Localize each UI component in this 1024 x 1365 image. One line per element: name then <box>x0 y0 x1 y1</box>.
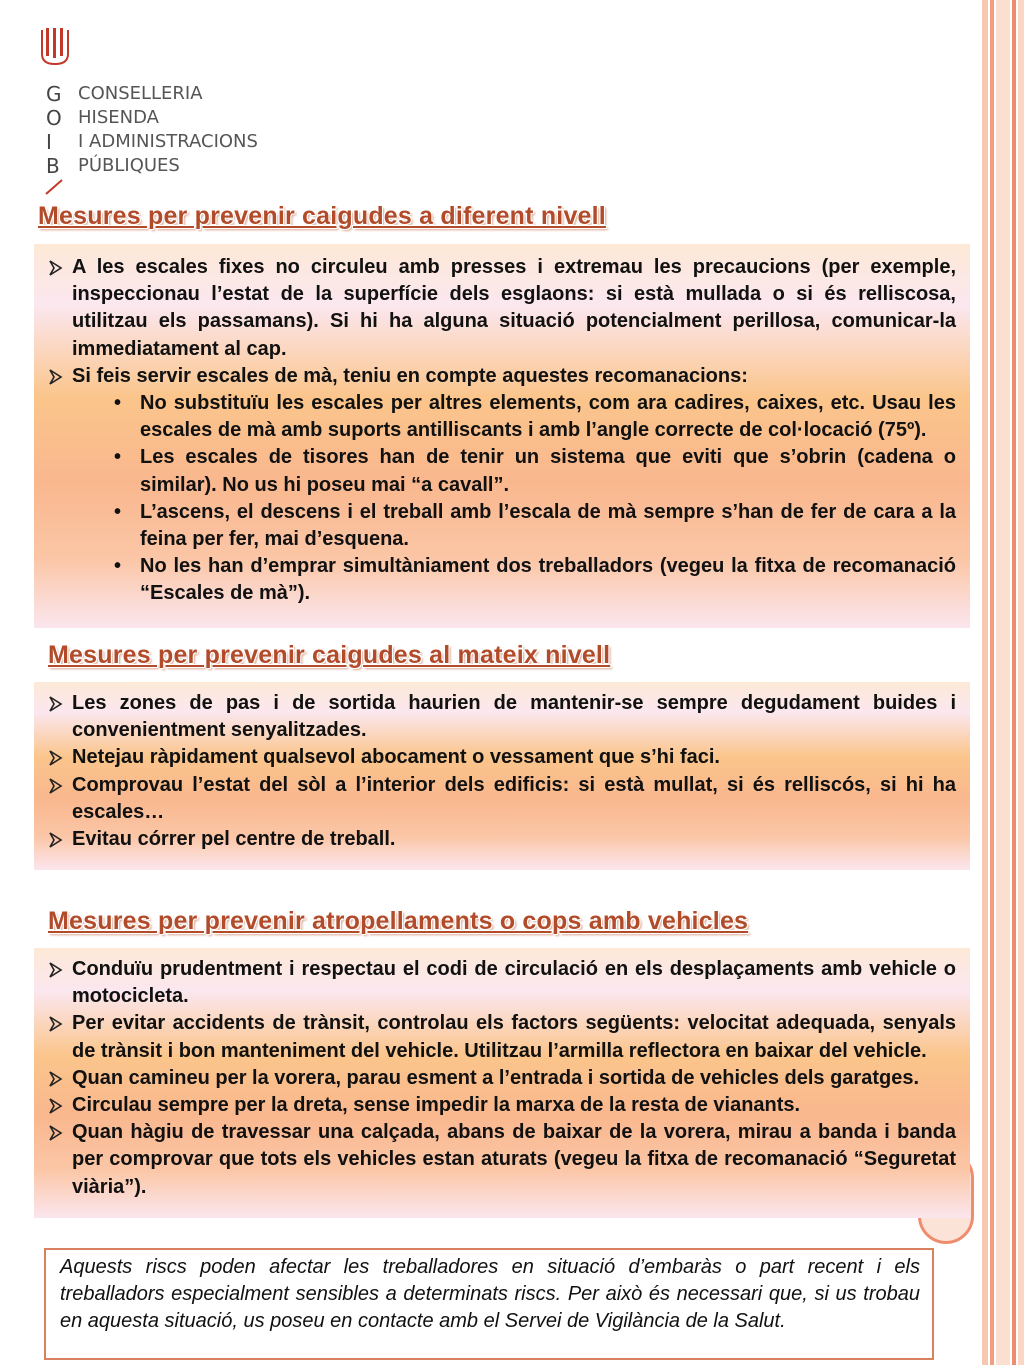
decorative-stripe <box>996 0 1010 1365</box>
item-text: Quan camineu per la vorera, parau esment a l’entrada i sortida de vehicles dels garatges. <box>72 1066 920 1089</box>
arrow-bullet-icon <box>48 695 64 713</box>
list-item <box>34 1119 970 1201</box>
list-item <box>34 1092 970 1119</box>
list-item <box>34 1010 970 1064</box>
list-item <box>34 826 970 853</box>
sub-item-text: No substituïu les escales per altres elements, com ara cadires, caixes, etc. Usau les escales de mà amb suports antilliscants i amb l’angle correcte de col·locació (75º). <box>140 392 956 442</box>
logo-letter: G <box>46 82 62 106</box>
dot-bullet-icon: • <box>114 555 122 578</box>
item-text: A les escales fixes no circuleu amb presses i extremau les precaucions (per exemple, inspeccionau l’estat de la superfície dels esglaons: si està mullada o si és relliscosa, utilitzau els passamans). Si hi ha alguna situació potencialment perillosa, comunicar-la immediatament al cap. <box>72 256 956 360</box>
sub-list-item <box>34 499 970 553</box>
item-text: Quan hàgiu de travessar una calçada, abans de baixar de la vorera, mirau a banda i banda per comprovar que tots els vehicles estan aturats (vegeu la fitxa de recomanació “Seguretat viària”). <box>72 1121 956 1198</box>
list-item <box>34 363 970 390</box>
arrow-bullet-icon <box>48 777 64 795</box>
list-item <box>34 956 970 1010</box>
department-line: HISENDA <box>78 107 159 128</box>
list-item <box>34 744 970 771</box>
arrow-bullet-icon <box>48 1070 64 1088</box>
section-box <box>34 682 970 870</box>
coat-of-arms-icon <box>40 26 70 66</box>
logo-letter: O <box>46 106 62 130</box>
department-name <box>78 82 258 178</box>
item-text: Conduïu prudentment i respectau el codi de circulació en els desplaçaments amb vehicle o motocicleta. <box>72 958 956 1008</box>
section-title: Mesures per prevenir atropellaments o cops amb vehicles <box>48 907 749 935</box>
sub-item-text: No les han d’emprar simultàniament dos treballadors (vegeu la fitxa de recomanació “Escales de mà”). <box>140 555 956 605</box>
item-text: Comprovau l’estat del sòl a l’interior dels edificis: si està mullat, si és relliscós, si hi ha escales… <box>72 773 956 823</box>
dot-bullet-icon: • <box>114 446 122 469</box>
arrow-bullet-icon <box>48 749 64 767</box>
logo-letter: I <box>46 130 52 154</box>
list-item <box>34 254 970 363</box>
arrow-bullet-icon <box>48 1097 64 1115</box>
item-text: Si feis servir escales de mà, teniu en compte aquestes recomanacions: <box>72 364 748 387</box>
section-box <box>34 948 970 1218</box>
arrow-bullet-icon <box>48 831 64 849</box>
decorative-stripe <box>1018 0 1024 1365</box>
decorative-stripe <box>990 0 994 1365</box>
sub-item-text: L’ascens, el descens i el treball amb l’escala de mà sempre s’han de fer de cara a la feina per fer, mai d’esquena. <box>140 500 956 551</box>
logo-letters <box>46 82 62 178</box>
sub-item-text: Les escales de tisores han de tenir un sistema que eviti que s’obrin (cadena o similar). No us hi poseu mai “a cavall”. <box>140 446 956 496</box>
dot-bullet-icon: • <box>114 392 122 415</box>
department-line: I ADMINISTRACIONS <box>78 131 258 152</box>
item-text: Netejau ràpidament qualsevol abocament o vessament que s’hi faci. <box>72 746 720 769</box>
section-title: Mesures per prevenir caigudes a diferent nivell <box>38 202 606 230</box>
sub-list-item <box>34 553 970 607</box>
logo-slash-icon <box>44 176 64 196</box>
logo-letter: B <box>46 154 60 178</box>
arrow-bullet-icon <box>48 1015 64 1033</box>
list-item <box>34 772 970 826</box>
item-text: Les zones de pas i de sortida haurien de mantenir-se sempre degudament buides i convenientment senyalitzades. <box>72 692 956 742</box>
section-box <box>34 244 970 628</box>
sub-list-item <box>34 444 970 498</box>
decorative-stripe <box>1012 0 1016 1365</box>
department-line: CONSELLERIA <box>78 83 203 104</box>
arrow-bullet-icon <box>48 259 64 277</box>
item-text: Per evitar accidents de trànsit, controlau els factors següents: velocitat adequada, senyals de trànsit i bon manteniment del vehicle. Utilitzau l’armilla reflectora en baixar del vehicle. <box>72 1012 956 1062</box>
item-text: Evitau córrer pel centre de treball. <box>72 828 396 851</box>
arrow-bullet-icon <box>48 1124 64 1142</box>
item-text: Circulau sempre per la dreta, sense impedir la marxa de la resta de vianants. <box>72 1094 801 1117</box>
arrow-bullet-icon <box>48 368 64 386</box>
dot-bullet-icon: • <box>114 500 122 523</box>
sub-list-item <box>34 390 970 444</box>
list-item <box>34 690 970 744</box>
arrow-bullet-icon <box>48 961 64 979</box>
section-title: Mesures per prevenir caigudes al mateix nivell <box>48 641 611 669</box>
note-box: Aquests riscs poden afectar les treballadores en situació d’embaràs o part recent i els treballadors especialment sensibles a determinats riscs. Per això és necessari que, si us trobau en aquesta situació, us poseu en contacte amb el Servei de Vigilància de la Salut. <box>44 1248 934 1360</box>
department-line: PÚBLIQUES <box>78 155 180 176</box>
decorative-stripe <box>982 0 988 1365</box>
list-item <box>34 1065 970 1092</box>
